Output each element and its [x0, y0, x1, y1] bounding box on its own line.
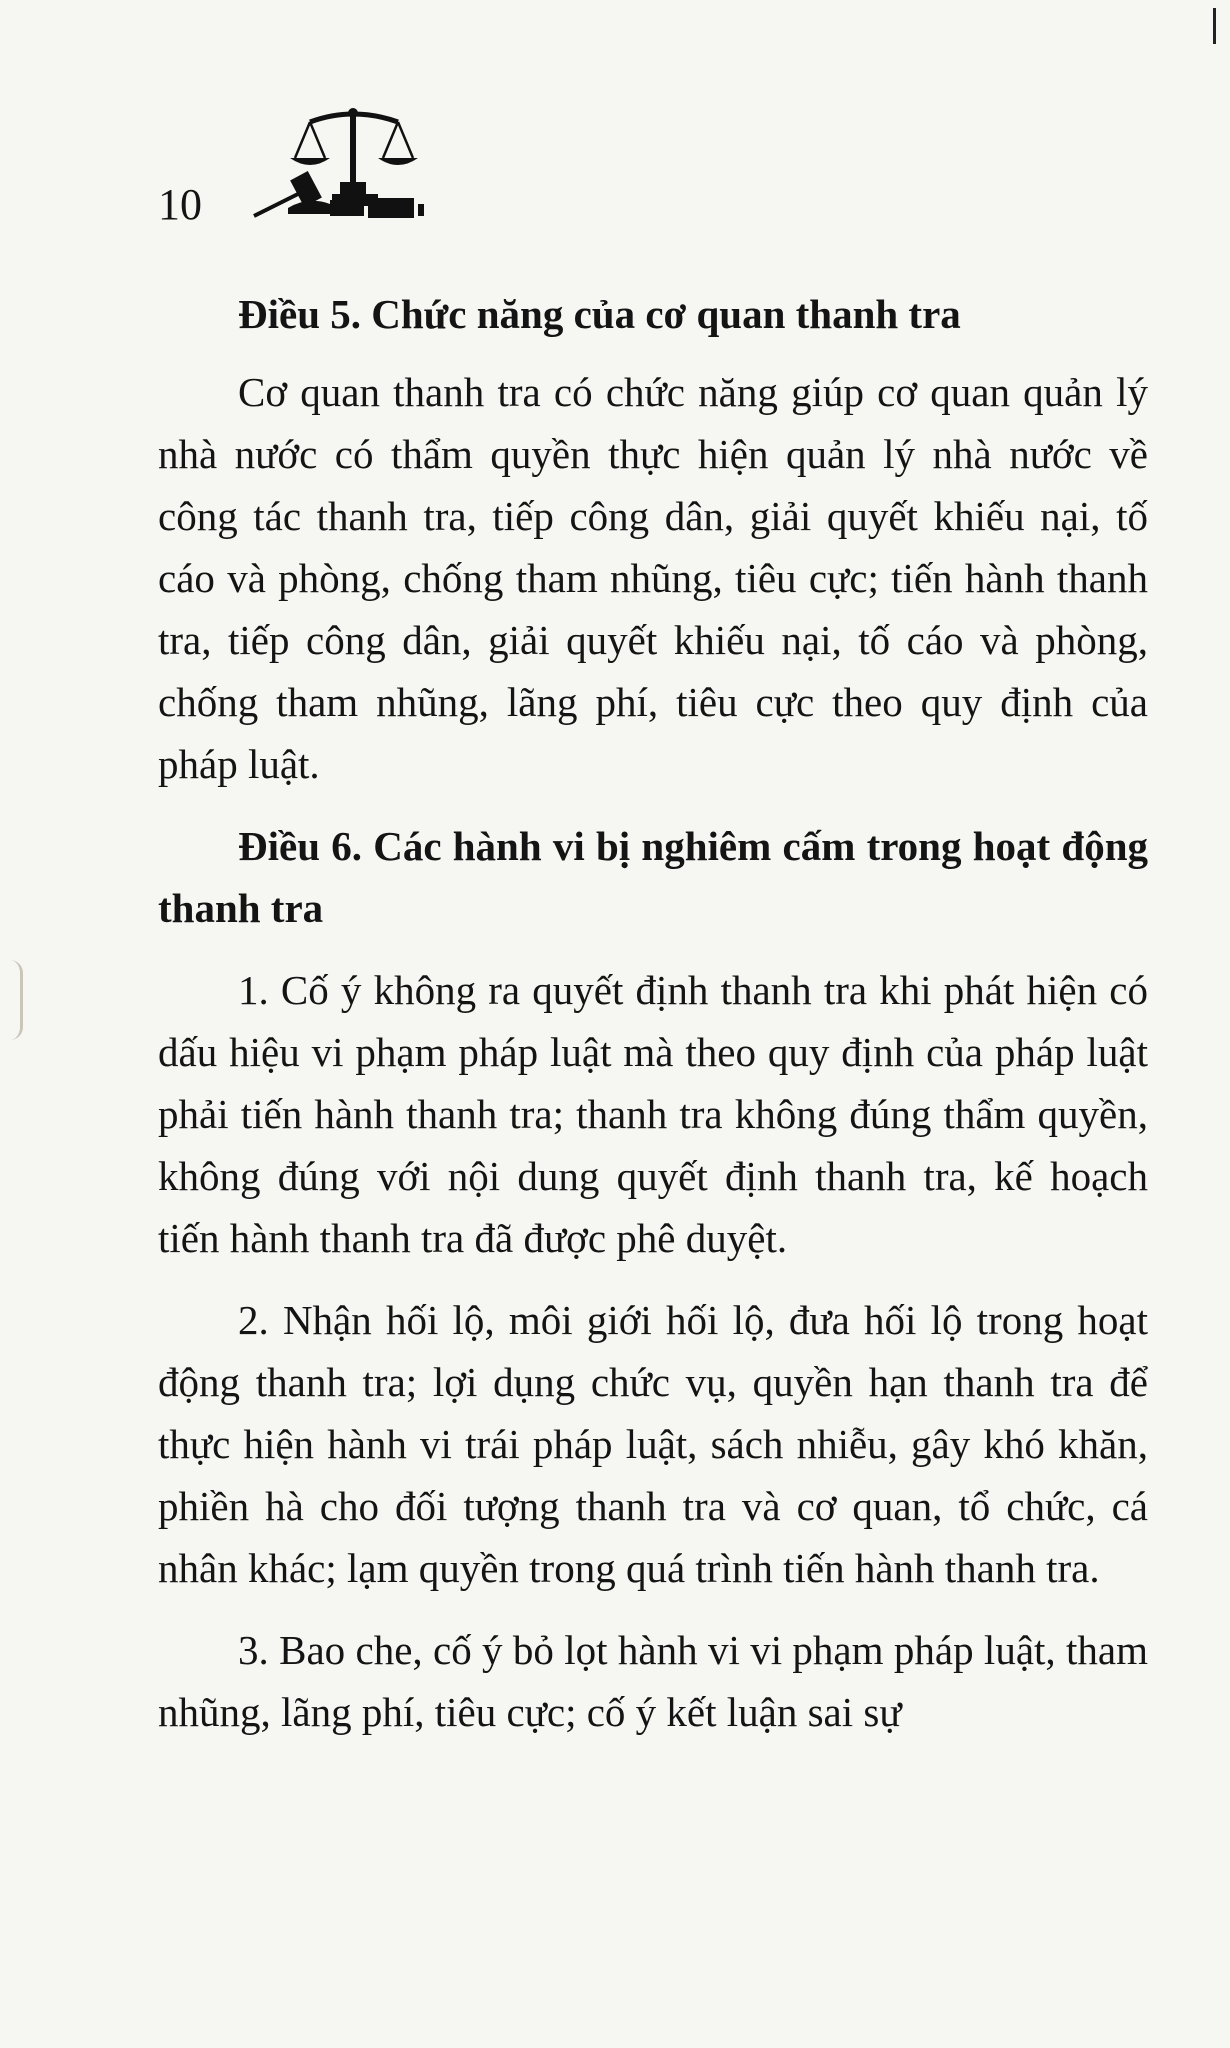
article-6-item-2: 2. Nhận hối lộ, môi giới hối lộ, đưa hối lộ trong hoạt động thanh tra; lợi dụng chức vụ, quyền hạn thanh tra để thực hiện hành vi trái pháp luật, sách nhiễu, gây khó khăn, phiền hà cho đối tượng thanh tra và cơ quan, tổ chức, cá nhân khác; lạm quyền trong quá trình tiến hành thanh tra. — [158, 1297, 1148, 1591]
article-5-heading: Điều 5. Chức năng của cơ quan thanh tra — [238, 291, 961, 337]
article-6-item-3: 3. Bao che, cố ý bỏ lọt hành vi vi phạm pháp luật, tham nhũng, lãng phí, tiêu cực; cố ý kết luận sai sự — [158, 1627, 1148, 1735]
page-edge-mark — [1213, 8, 1216, 44]
article-6-item-1: 1. Cố ý không ra quyết định thanh tra khi phát hiện có dấu hiệu vi phạm pháp luật mà theo quy định của pháp luật phải tiến hành thanh tra; thanh tra không đúng thẩm quyền, không đúng với nội dung quyết định thanh tra, kế hoạch tiến hành thanh tra đã được phê duyệt. — [158, 967, 1148, 1261]
page-content — [158, 283, 1148, 1743]
page-number: 10 — [158, 180, 202, 229]
article-5-body: Cơ quan thanh tra có chức năng giúp cơ quan quản lý nhà nước có thẩm quyền thực hiện quản lý nhà nước về công tác thanh tra, tiếp công dân, giải quyết khiếu nại, tố cáo và phòng, chống tham nhũng, tiêu cực; tiến hành thanh tra, tiếp công dân, giải quyết khiếu nại, tố cáo và phòng, chống tham nhũng, lãng phí, tiêu cực theo quy định của pháp luật. — [158, 369, 1148, 787]
scan-margin-mark — [10, 960, 23, 1040]
page-header — [158, 100, 458, 230]
scales-of-justice-gavel-icon — [248, 100, 438, 225]
article-6-heading: Điều 6. Các hành vi bị nghiêm cấm trong hoạt động thanh tra — [158, 823, 1148, 931]
